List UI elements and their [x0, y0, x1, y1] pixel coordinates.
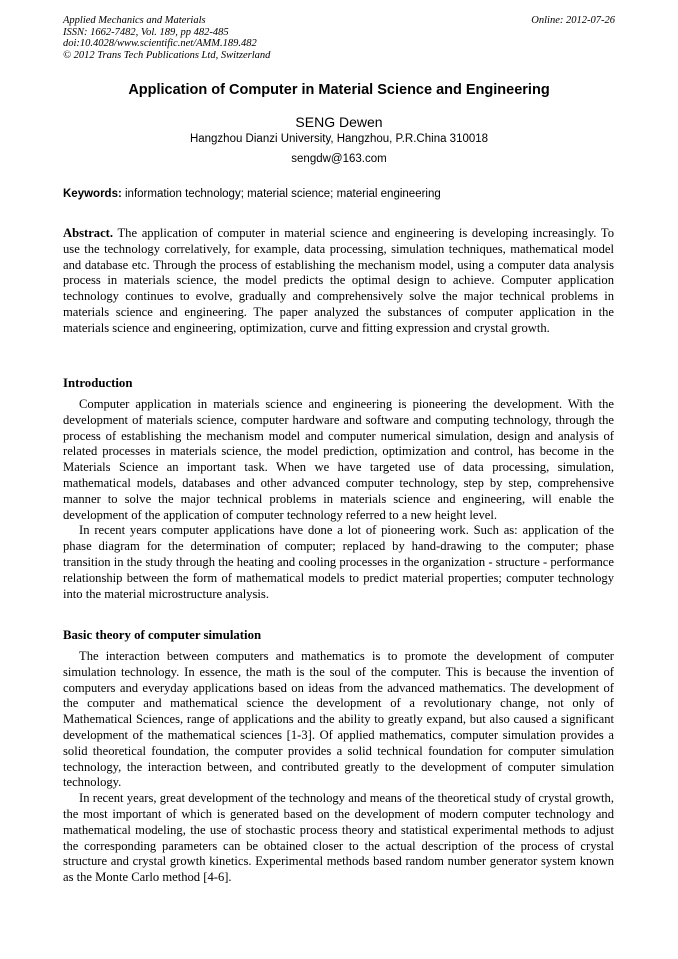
abstract-text: The application of computer in material science and engineering is developing increasingly. To use the technology correlatively, for example, data processing, simulation techniques, mathematical model and database etc. Through the process of establishing the mechanism model, using a computer data analysis process in materials science, the model predicts the optimal design to achieve. Computer application technology continues to evolve, gradually and comprehensively solve the major technical problems in materials science and engineering. The paper analyzed the substances of computer application in the materials science and engineering, optimization, curve and fitting expression and crystal growth.	[63, 226, 614, 335]
section-basic-theory-body	[63, 649, 614, 886]
keywords-label: Keywords:	[63, 188, 122, 200]
abstract	[63, 226, 614, 337]
section-heading-basic-theory: Basic theory of computer simulation	[63, 628, 262, 642]
doi-line: doi:10.4028/www.scientific.net/AMM.189.482	[63, 38, 257, 49]
author-affiliation: Hangzhou Dianzi University, Hangzhou, P.R.China 310018	[189, 133, 489, 145]
paper-title: Application of Computer in Material Science and Engineering	[128, 82, 550, 98]
paragraph: In recent years computer applications have done a lot of pioneering work. Such as: application of the phase diagram for the determination of computer; replaced by hand-drawing to the computer; phase transition in the study through the heating and cooling processes in the organization - structure - performance relationship between the form of mathematical models to predict material properties; computer technology into the material microstructure analysis.	[63, 523, 614, 601]
author-email: sengdw@163.com	[291, 153, 387, 165]
online-date: Online: 2012-07-26	[531, 15, 615, 26]
abstract-label: Abstract.	[63, 226, 114, 240]
paragraph: Computer application in materials science and engineering is pioneering the development. With the development of materials science, computer hardware and software and computing technology, through the process of establishing the mechanism model and computer numerical simulation, design and analysis of related processes in materials science, the model prediction, optimization and control, has become in the Materials Science an important task. When we have targeted use of data processing, simulation, mathematical models, databases and other advanced computer technology, step by step, comprehensive manner to solve the major technical problems in materials science and engineering, will enable the development of the application of computer technology referred to a new height level.	[63, 397, 614, 522]
paragraph: In recent years, great development of the technology and means of the theoretical study of crystal growth, the most important of which is generated based on the development of modern computer technology and mathematical modeling, the use of stochastic process theory and statistical experimental methods to adjust the corresponding parameters can be obtained closer to the actual description of the process of crystal structure and crystal growth kinetics. Experimental methods based random number generator system known as the Monte Carlo method [4-6].	[63, 791, 614, 885]
journal-metadata	[63, 15, 270, 61]
section-heading-introduction: Introduction	[63, 376, 133, 390]
author-name: SENG Dewen	[295, 114, 383, 130]
keywords-line	[63, 187, 441, 202]
paragraph: The interaction between computers and mathematics is to promote the development of computer simulation technology. In essence, the math is the soul of the computer. This is because the invention of computers and everyday applications based on ideas from the advanced mathematics. The development of the computer and mathematical science the development of a revolutionary change, not only of Mathematical Sciences, range of applications and the ability to greatly expand, but also caused a significant development of the mathematical sciences [1-3]. Of applied mathematics, computer simulation provides a solid theoretical foundation, the computer provides a solid technical foundation for computer simulation technology, the interaction between, and contributed greatly to the development of computer simulation technology.	[63, 649, 614, 790]
journal-name: Applied Mechanics and Materials	[63, 15, 206, 26]
copyright-line: © 2012 Trans Tech Publications Ltd, Switzerland	[63, 49, 271, 61]
keywords-text: information technology; material science; material engineering	[121, 188, 441, 200]
issn-line: ISSN: 1662-7482, Vol. 189, pp 482-485	[63, 26, 229, 38]
section-introduction-body	[63, 397, 614, 602]
